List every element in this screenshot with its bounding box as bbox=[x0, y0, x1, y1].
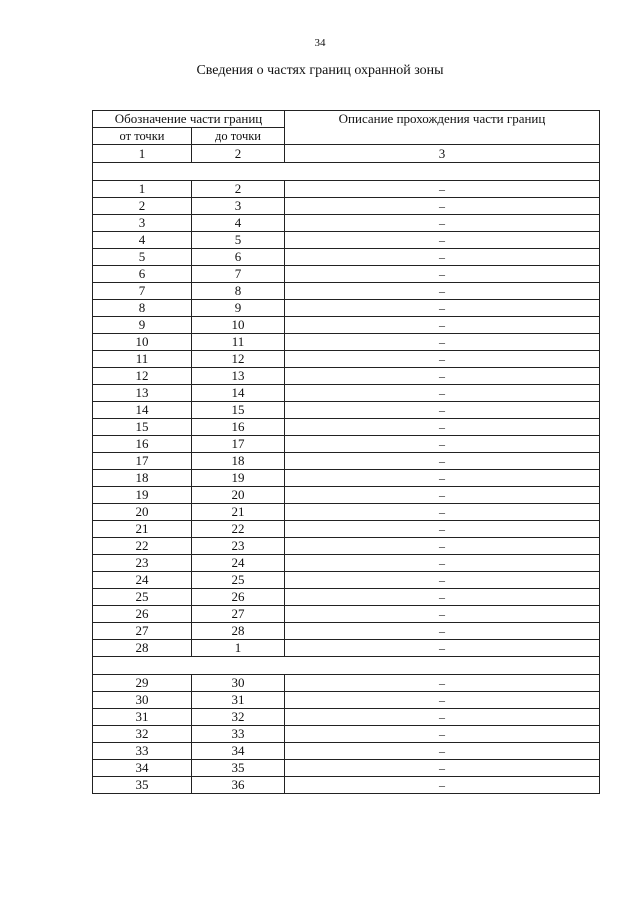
from-point-cell: 24 bbox=[93, 572, 192, 589]
from-point-cell: 30 bbox=[93, 692, 192, 709]
from-point-cell: 17 bbox=[93, 453, 192, 470]
to-point-cell: 32 bbox=[192, 709, 285, 726]
from-point-cell: 3 bbox=[93, 215, 192, 232]
to-point-cell: 20 bbox=[192, 487, 285, 504]
from-point-cell: 22 bbox=[93, 538, 192, 555]
boundary-parts-table bbox=[92, 110, 600, 794]
table-row bbox=[93, 521, 600, 538]
header-description: Описание прохождения части границ bbox=[285, 111, 600, 145]
table-row bbox=[93, 760, 600, 777]
description-cell: – bbox=[285, 368, 600, 385]
from-point-cell: 35 bbox=[93, 777, 192, 794]
description-cell: – bbox=[285, 317, 600, 334]
description-cell: – bbox=[285, 777, 600, 794]
section-row bbox=[93, 163, 600, 181]
from-point-cell: 5 bbox=[93, 249, 192, 266]
from-point-cell: 25 bbox=[93, 589, 192, 606]
from-point-cell: 26 bbox=[93, 606, 192, 623]
to-point-cell: 8 bbox=[192, 283, 285, 300]
table-body bbox=[93, 163, 600, 794]
table-row bbox=[93, 402, 600, 419]
description-cell: – bbox=[285, 572, 600, 589]
description-cell: – bbox=[285, 249, 600, 266]
to-point-cell: 9 bbox=[192, 300, 285, 317]
from-point-cell: 11 bbox=[93, 351, 192, 368]
section-title bbox=[93, 163, 600, 181]
from-point-cell: 23 bbox=[93, 555, 192, 572]
to-point-cell: 3 bbox=[192, 198, 285, 215]
description-cell: – bbox=[285, 640, 600, 657]
table-row bbox=[93, 249, 600, 266]
description-cell: – bbox=[285, 470, 600, 487]
table-row bbox=[93, 640, 600, 657]
section-title bbox=[93, 657, 600, 675]
description-cell: – bbox=[285, 760, 600, 777]
to-point-cell: 26 bbox=[192, 589, 285, 606]
table-row bbox=[93, 317, 600, 334]
from-point-cell: 6 bbox=[93, 266, 192, 283]
description-cell: – bbox=[285, 623, 600, 640]
to-point-cell: 12 bbox=[192, 351, 285, 368]
from-point-cell: 34 bbox=[93, 760, 192, 777]
from-point-cell: 18 bbox=[93, 470, 192, 487]
to-point-cell: 36 bbox=[192, 777, 285, 794]
to-point-cell: 2 bbox=[192, 181, 285, 198]
from-point-cell: 31 bbox=[93, 709, 192, 726]
column-number-1: 1 bbox=[93, 145, 192, 163]
table-row bbox=[93, 487, 600, 504]
from-point-cell: 19 bbox=[93, 487, 192, 504]
table-row bbox=[93, 300, 600, 317]
description-cell: – bbox=[285, 334, 600, 351]
table-row bbox=[93, 709, 600, 726]
from-point-cell: 4 bbox=[93, 232, 192, 249]
from-point-cell: 1 bbox=[93, 181, 192, 198]
table-row bbox=[93, 589, 600, 606]
description-cell: – bbox=[285, 402, 600, 419]
to-point-cell: 13 bbox=[192, 368, 285, 385]
table-row bbox=[93, 606, 600, 623]
to-point-cell: 6 bbox=[192, 249, 285, 266]
from-point-cell: 16 bbox=[93, 436, 192, 453]
table-row bbox=[93, 368, 600, 385]
from-point-cell: 28 bbox=[93, 640, 192, 657]
from-point-cell: 9 bbox=[93, 317, 192, 334]
to-point-cell: 19 bbox=[192, 470, 285, 487]
to-point-cell: 14 bbox=[192, 385, 285, 402]
description-cell: – bbox=[285, 504, 600, 521]
table-row bbox=[93, 675, 600, 692]
table-row bbox=[93, 181, 600, 198]
page-title: Сведения о частях границ охранной зоны bbox=[196, 63, 444, 78]
to-point-cell: 35 bbox=[192, 760, 285, 777]
table-row bbox=[93, 538, 600, 555]
from-point-cell: 29 bbox=[93, 675, 192, 692]
description-cell: – bbox=[285, 521, 600, 538]
table-row bbox=[93, 198, 600, 215]
description-cell: – bbox=[285, 266, 600, 283]
from-point-cell: 27 bbox=[93, 623, 192, 640]
table-row bbox=[93, 743, 600, 760]
to-point-cell: 18 bbox=[192, 453, 285, 470]
header-to-point: до точки bbox=[192, 128, 285, 145]
to-point-cell: 7 bbox=[192, 266, 285, 283]
table-row bbox=[93, 726, 600, 743]
from-point-cell: 7 bbox=[93, 283, 192, 300]
page-number: 34 bbox=[314, 37, 326, 49]
to-point-cell: 16 bbox=[192, 419, 285, 436]
to-point-cell: 22 bbox=[192, 521, 285, 538]
table-row bbox=[93, 334, 600, 351]
description-cell: – bbox=[285, 419, 600, 436]
table-row bbox=[93, 504, 600, 521]
description-cell: – bbox=[285, 555, 600, 572]
to-point-cell: 28 bbox=[192, 623, 285, 640]
description-cell: – bbox=[285, 675, 600, 692]
description-cell: – bbox=[285, 300, 600, 317]
table-row bbox=[93, 215, 600, 232]
table-row bbox=[93, 232, 600, 249]
from-point-cell: 13 bbox=[93, 385, 192, 402]
from-point-cell: 12 bbox=[93, 368, 192, 385]
table-row bbox=[93, 385, 600, 402]
to-point-cell: 11 bbox=[192, 334, 285, 351]
from-point-cell: 2 bbox=[93, 198, 192, 215]
table-row bbox=[93, 283, 600, 300]
from-point-cell: 20 bbox=[93, 504, 192, 521]
description-cell: – bbox=[285, 198, 600, 215]
to-point-cell: 10 bbox=[192, 317, 285, 334]
description-cell: – bbox=[285, 283, 600, 300]
table-row bbox=[93, 351, 600, 368]
description-cell: – bbox=[285, 589, 600, 606]
table-row bbox=[93, 470, 600, 487]
description-cell: – bbox=[285, 726, 600, 743]
description-cell: – bbox=[285, 453, 600, 470]
to-point-cell: 33 bbox=[192, 726, 285, 743]
to-point-cell: 15 bbox=[192, 402, 285, 419]
to-point-cell: 23 bbox=[192, 538, 285, 555]
table-row bbox=[93, 453, 600, 470]
description-cell: – bbox=[285, 487, 600, 504]
to-point-cell: 4 bbox=[192, 215, 285, 232]
description-cell: – bbox=[285, 692, 600, 709]
section-row bbox=[93, 657, 600, 675]
header-boundary-part: Обозначение части границ bbox=[93, 111, 285, 128]
to-point-cell: 1 bbox=[192, 640, 285, 657]
table-row bbox=[93, 623, 600, 640]
description-cell: – bbox=[285, 709, 600, 726]
from-point-cell: 10 bbox=[93, 334, 192, 351]
from-point-cell: 32 bbox=[93, 726, 192, 743]
description-cell: – bbox=[285, 436, 600, 453]
table-row bbox=[93, 572, 600, 589]
to-point-cell: 17 bbox=[192, 436, 285, 453]
to-point-cell: 24 bbox=[192, 555, 285, 572]
description-cell: – bbox=[285, 181, 600, 198]
to-point-cell: 31 bbox=[192, 692, 285, 709]
table-row bbox=[93, 266, 600, 283]
description-cell: – bbox=[285, 743, 600, 760]
description-cell: – bbox=[285, 215, 600, 232]
description-cell: – bbox=[285, 232, 600, 249]
column-number-2: 2 bbox=[192, 145, 285, 163]
table-row bbox=[93, 777, 600, 794]
to-point-cell: 34 bbox=[192, 743, 285, 760]
description-cell: – bbox=[285, 538, 600, 555]
from-point-cell: 14 bbox=[93, 402, 192, 419]
description-cell: – bbox=[285, 351, 600, 368]
column-number-3: 3 bbox=[285, 145, 600, 163]
to-point-cell: 27 bbox=[192, 606, 285, 623]
to-point-cell: 21 bbox=[192, 504, 285, 521]
to-point-cell: 5 bbox=[192, 232, 285, 249]
table-row bbox=[93, 555, 600, 572]
header-from-point: от точки bbox=[93, 128, 192, 145]
to-point-cell: 25 bbox=[192, 572, 285, 589]
table-row bbox=[93, 436, 600, 453]
from-point-cell: 21 bbox=[93, 521, 192, 538]
from-point-cell: 15 bbox=[93, 419, 192, 436]
description-cell: – bbox=[285, 606, 600, 623]
from-point-cell: 33 bbox=[93, 743, 192, 760]
from-point-cell: 8 bbox=[93, 300, 192, 317]
table-row bbox=[93, 692, 600, 709]
to-point-cell: 30 bbox=[192, 675, 285, 692]
table-row bbox=[93, 419, 600, 436]
description-cell: – bbox=[285, 385, 600, 402]
